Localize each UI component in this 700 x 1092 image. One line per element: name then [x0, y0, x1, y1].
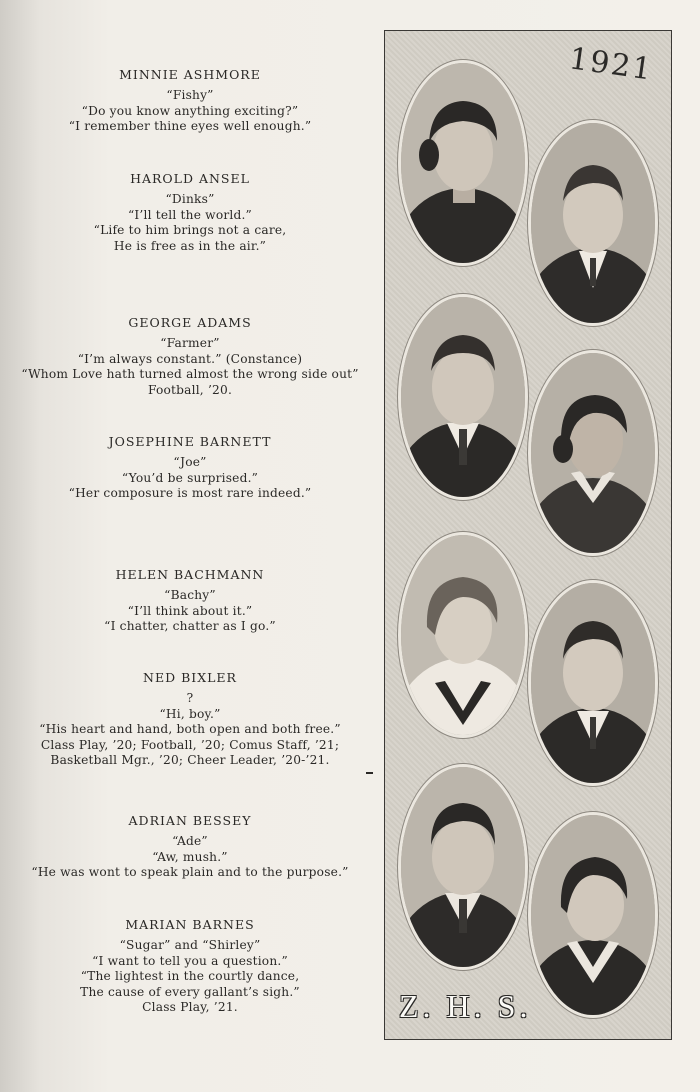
activities: Class Play, ’20; Football, ’20; Comus Staff, ’21; [40, 737, 340, 752]
portrait-harold-ansel [531, 123, 655, 323]
entry-adrian-bessey [0, 813, 380, 881]
year-label: 1921 [566, 41, 656, 88]
quote: “I remember thine eyes well enough.” [68, 119, 312, 134]
saying: “Do you know anything exciting?” [81, 103, 299, 118]
saying: “You’d be surprised.” [121, 470, 259, 485]
entry-helen-bachmann [0, 567, 380, 635]
nickname: “Joe” [173, 455, 207, 470]
activities: Basketball Mgr., ’20; Cheer Leader, ’20-’21. [50, 753, 330, 768]
quote-line: “The lightest in the courtly dance, [80, 969, 300, 984]
entry-ned-bixler [0, 670, 380, 768]
saying: “Hi, boy.” [159, 706, 221, 721]
quote-line: The cause of every gallant’s sigh.” [80, 984, 300, 999]
entry-josephine-barnett [0, 434, 380, 502]
nickname: “Farmer” [160, 336, 220, 351]
activities: Football, ’20. [147, 382, 233, 397]
quote: “His heart and hand, both open and both free.” [39, 722, 341, 737]
student-name: GEORGE ADAMS [128, 315, 252, 330]
quote: “I chatter, chatter as I go.” [104, 619, 276, 634]
portrait-minnie-ashmore [401, 63, 525, 263]
portrait-marian-barnes [531, 815, 655, 1015]
saying: “I’ll tell the world.” [127, 207, 252, 222]
portrait-george-adams [401, 297, 525, 497]
entry-marian-barnes [0, 917, 380, 1015]
entry-george-adams [0, 315, 380, 398]
entry-minnie-ashmore [0, 67, 380, 135]
quote-line: He is free as in the air.” [113, 238, 267, 253]
quote: “Her composure is most rare indeed.” [68, 486, 312, 501]
quote: “He was wont to speak plain and to the purpose.” [31, 865, 349, 880]
student-name: HAROLD ANSEL [130, 171, 250, 186]
student-name: ADRIAN BESSEY [128, 813, 252, 828]
entry-harold-ansel [0, 171, 380, 254]
saying: “Aw, mush.” [152, 849, 228, 864]
nickname: “Fishy” [166, 88, 214, 103]
school-monogram: Z. H. S. [399, 988, 532, 1024]
portrait-adrian-bessey [401, 767, 525, 967]
student-name: MARIAN BARNES [125, 917, 255, 932]
portrait-helen-bachmann [401, 535, 525, 735]
portrait-ned-bixler [531, 583, 655, 783]
nickname: “Dinks” [165, 192, 215, 207]
student-name: NED BIXLER [143, 670, 237, 685]
quote: “Whom Love hath turned almost the wrong side out” [21, 367, 359, 382]
saying: “I’m always constant.” (Constance) [77, 351, 303, 366]
student-name: MINNIE ASHMORE [119, 67, 261, 82]
saying: “I’ll think about it.” [127, 603, 253, 618]
portrait-josephine-barnett [531, 353, 655, 553]
nickname: “Bachy” [164, 588, 216, 603]
activities: Class Play, ’21. [142, 1000, 238, 1015]
quote-line: “Life to him brings not a care, [93, 223, 287, 238]
print-mark [366, 772, 373, 774]
nickname: “Sugar” and “Shirley” [119, 938, 261, 953]
student-name: JOSEPHINE BARNETT [108, 434, 272, 449]
portrait-panel [384, 30, 672, 1040]
nickname: “Ade” [172, 834, 208, 849]
saying: “I want to tell you a question.” [92, 953, 288, 968]
nickname: ? [186, 691, 194, 706]
student-name: HELEN BACHMANN [115, 567, 265, 582]
